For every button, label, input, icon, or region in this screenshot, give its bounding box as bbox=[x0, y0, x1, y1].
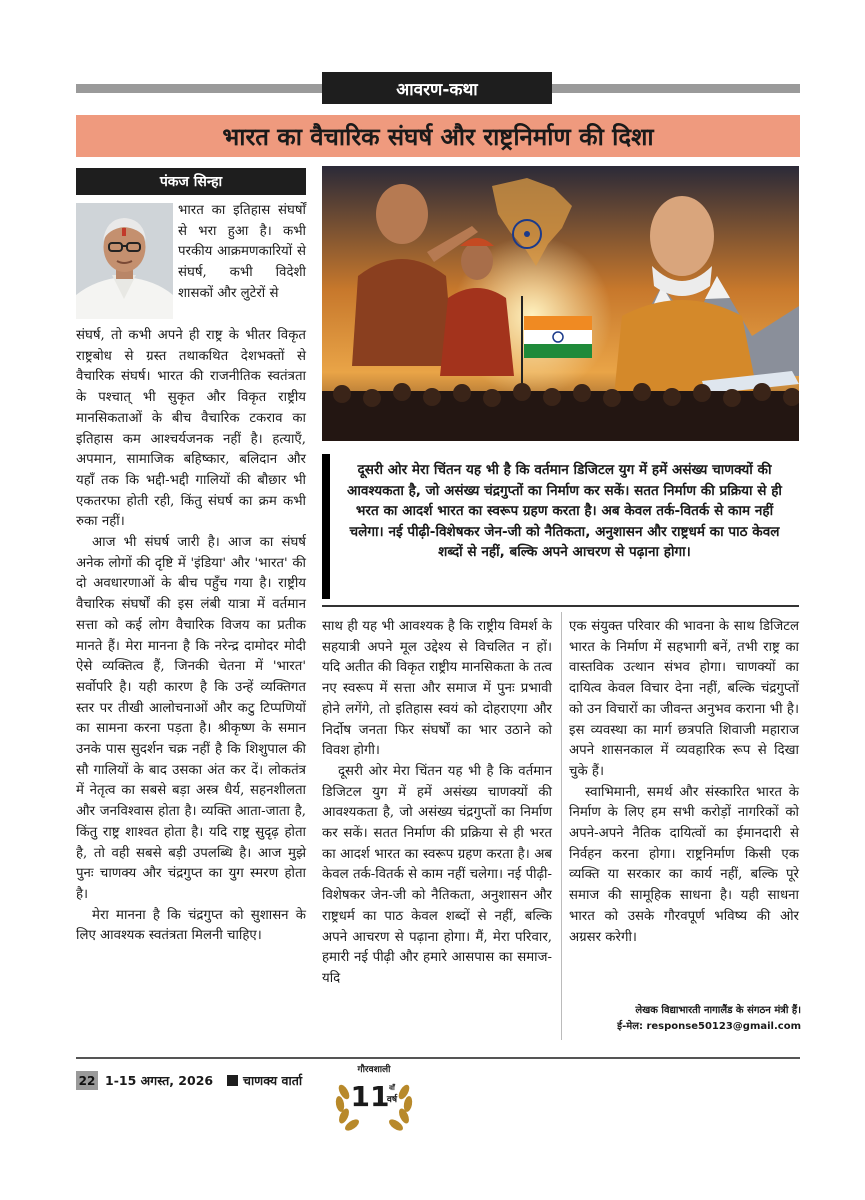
article-intro bbox=[178, 201, 306, 305]
author-byline: पंकज सिन्हा bbox=[76, 168, 306, 195]
laurel-wreath-icon bbox=[330, 1062, 422, 1132]
publication-name: चाणक्य वार्ता bbox=[243, 1073, 303, 1088]
headline: भारत का वैचारिक संघर्ष और राष्ट्रनिर्माण की दिशा bbox=[222, 122, 654, 151]
paragraph: मेरा मानना है कि चंद्रगुप्त को सुशासन के लिए आवश्यक स्वतंत्रता मिलनी चाहिए। bbox=[76, 907, 306, 944]
pull-quote bbox=[322, 454, 799, 599]
paragraph: दूसरी ओर मेरा चिंतन यह भी है कि वर्तमान डिजिटल युग में हमें असंख्य चाणक्यों की आवश्यकता है, जो असंख्य चंद्रगुप्तों का निर्माण कर सकें। सतत निर्माण की प्रक्रिया से ही भरत का आदर्श भारत का स्वरूप ग्रहण करता है। अब केवल तर्क-वितर्क से काम नहीं चलेगा। नई पीढ़ी-विशेषकर जेन-जी को नैतिकता, अनुशासन और राष्ट्रधर्म का पाठ केवल शब्दों से नहीं, बल्कि अपने आचरण से पढ़ाना होगा। मैं, मेरा परिवार, हमारी नई पीढ़ी और हमारे आसपास का समाज-यदि bbox=[322, 763, 552, 986]
column-divider bbox=[561, 612, 562, 1040]
paragraph: एक संयुक्त परिवार की भावना के साथ डिजिटल भारत के निर्माण में सहभागी बनें, तभी राष्ट्र का वास्तविक उत्थान संभव होगा। चाणक्यों का दायित्व केवल विचार देना नहीं, बल्कि चंद्रगुप्तों को उन विचारों का जीवन्त अनुभव कराना भी है। इस व्यवस्था का मार्ग छत्रपति शिवाजी महाराज अपने शासनकाल में व्यवहारिक रूप से दिखा चुके हैं। bbox=[569, 619, 799, 779]
author-note bbox=[569, 1003, 801, 1035]
paragraph: साथ ही यह भी आवश्यक है कि राष्ट्रीय विमर्श के सहयात्री अपने मूल उद्देश्य से विचलित न हों। यदि अतीत की विकृत राष्ट्रीय मानसिकता के तत्व नए स्वरूप में सत्ता और समाज में पुनः प्रभावी होने लगेंगे, तो इतिहास स्वयं को दोहराएगा और निर्दोष जनता फिर संघर्षों का भार उठाने को विवश होगी। bbox=[322, 619, 552, 759]
anniversary-suffix: वाँ bbox=[389, 1084, 395, 1092]
cover-illustration bbox=[322, 166, 799, 441]
article-column-3 bbox=[569, 617, 799, 948]
issue-date: 1-15 अगस्त, 2026 bbox=[105, 1073, 214, 1088]
paragraph: संघर्ष, तो कभी अपने ही राष्ट्र के भीतर विकृत राष्ट्रबोध से ग्रस्त तथाकथित देशभक्तों से वैचारिक संघर्ष। भारत की राजनीतिक स्वतंत्रता के पश्चात् भी सुकृत और विकृत राष्ट्रीय मानसिकताओं के बीच वैचारिक टकराव का इतिहास कम आश्चर्यजनक नहीं है। हत्याएँ, अपमान, सामाजिक बहिष्कार, बलिदान और यहाँ तक कि भद्दी-भद्दी गालियों की बौछार भी एकतरफा होती रही, किंतु संघर्ष का क्रम कभी रुका नहीं। bbox=[76, 328, 306, 530]
paragraph: स्वाभिमानी, समर्थ और संस्कारित भारत के निर्माण के लिए हम सभी करोड़ों नागरिकों को अपने-अपने नैतिक दायित्वों का ईमानदारी से निर्वहन करना होगा। राष्ट्रनिर्माण किसी एक व्यक्ति या सरकार का कार्य नहीं, बल्कि पूरे समाज की सामूहिक साधना है। यही साधना भारत को उसके गौरवपूर्ण भविष्य की ओर अग्रसर करेगी। bbox=[569, 784, 799, 945]
author-portrait-image bbox=[76, 203, 173, 319]
pull-quote-rule bbox=[322, 605, 799, 607]
page-number: 22 bbox=[76, 1071, 98, 1090]
paragraph: आज भी संघर्ष जारी है। आज का संघर्ष अनेक लोगों की दृष्टि में 'इंडिया' और 'भारत' की दो अवधारणाओं के बीच पहुँच गया है। राष्ट्रीय वैचारिक संघर्षों की इस लंबी यात्रा में वर्तमान सत्ता को कई लोग वैचारिक विजय का प्रतीक मानते हैं। मेरा मानना है कि नरेन्द्र दामोदर मोदी ऐसे व्यक्तित्व हैं, जिनकी चेतना में 'भारत' सर्वोपरि है। यही कारण है कि उन्हें व्यक्तिगत स्तर पर तीखी आलोचनाओं और कटु टिप्पणियों का सामना करना पड़ता है। श्रीकृष्ण के समान उनके पास सुदर्शन चक्र नहीं है कि शिशुपाल की सौ गालियों के बाद उसका अंत कर दें। लोकतंत्र में नेतृत्व का सबसे बड़ा अस्त्र धैर्य, सहनशीलता और जनविश्वास होता है। व्यक्ति आता-जाता है, किंतु राष्ट्र शाश्वत होता है। यदि राष्ट्र सुदृढ़ होता है, तो वही सबसे बड़ी उपलब्धि है। आज मुझे पुनः चाणक्य और चंद्रगुप्त का युग स्मरण होता है। bbox=[76, 535, 306, 902]
anniversary-number: 11 bbox=[350, 1080, 390, 1113]
author-email: ई-मेल: response50123@gmail.com bbox=[617, 1021, 801, 1032]
paragraph: भारत का इतिहास संघर्षों से भरा हुआ है। कभी परकीय आक्रमणकारियों से संघर्ष, कभी विदेशी शासकों और लुटेरों से bbox=[178, 203, 306, 301]
headline-banner bbox=[76, 115, 800, 157]
anniversary-emblem bbox=[330, 1062, 422, 1132]
square-bullet-icon bbox=[227, 1075, 238, 1086]
cover-illustration-image bbox=[322, 166, 799, 441]
article-column-1 bbox=[76, 326, 306, 947]
anniversary-top-text: गौरवशाली bbox=[357, 1065, 391, 1075]
author-photo bbox=[76, 203, 173, 319]
section-tag: आवरण-कथा bbox=[322, 72, 552, 104]
footer-rule bbox=[76, 1057, 800, 1059]
article-column-2 bbox=[322, 617, 552, 990]
anniversary-word: वर्ष bbox=[386, 1095, 398, 1105]
author-designation: लेखक विद्याभारती नागालैंड के संगठन मंत्री हैं। bbox=[635, 1005, 801, 1016]
pull-quote-text: दूसरी ओर मेरा चिंतन यह भी है कि वर्तमान डिजिटल युग में हमें असंख्य चाणक्यों की आवश्यकता है, जो असंख्य चंद्रगुप्तों का निर्माण कर सकें। सतत निर्माण की प्रक्रिया से ही भरत का आदर्श भारत का स्वरूप ग्रहण करता है। अब केवल तर्क-वितर्क से काम नहीं चलेगा। नई पीढ़ी-विशेषकर जेन-जी को नैतिकता, अनुशासन और राष्ट्रधर्म का पाठ केवल शब्दों से नहीं, बल्कि अपने आचरण से पढ़ाना होगा। bbox=[347, 462, 782, 560]
